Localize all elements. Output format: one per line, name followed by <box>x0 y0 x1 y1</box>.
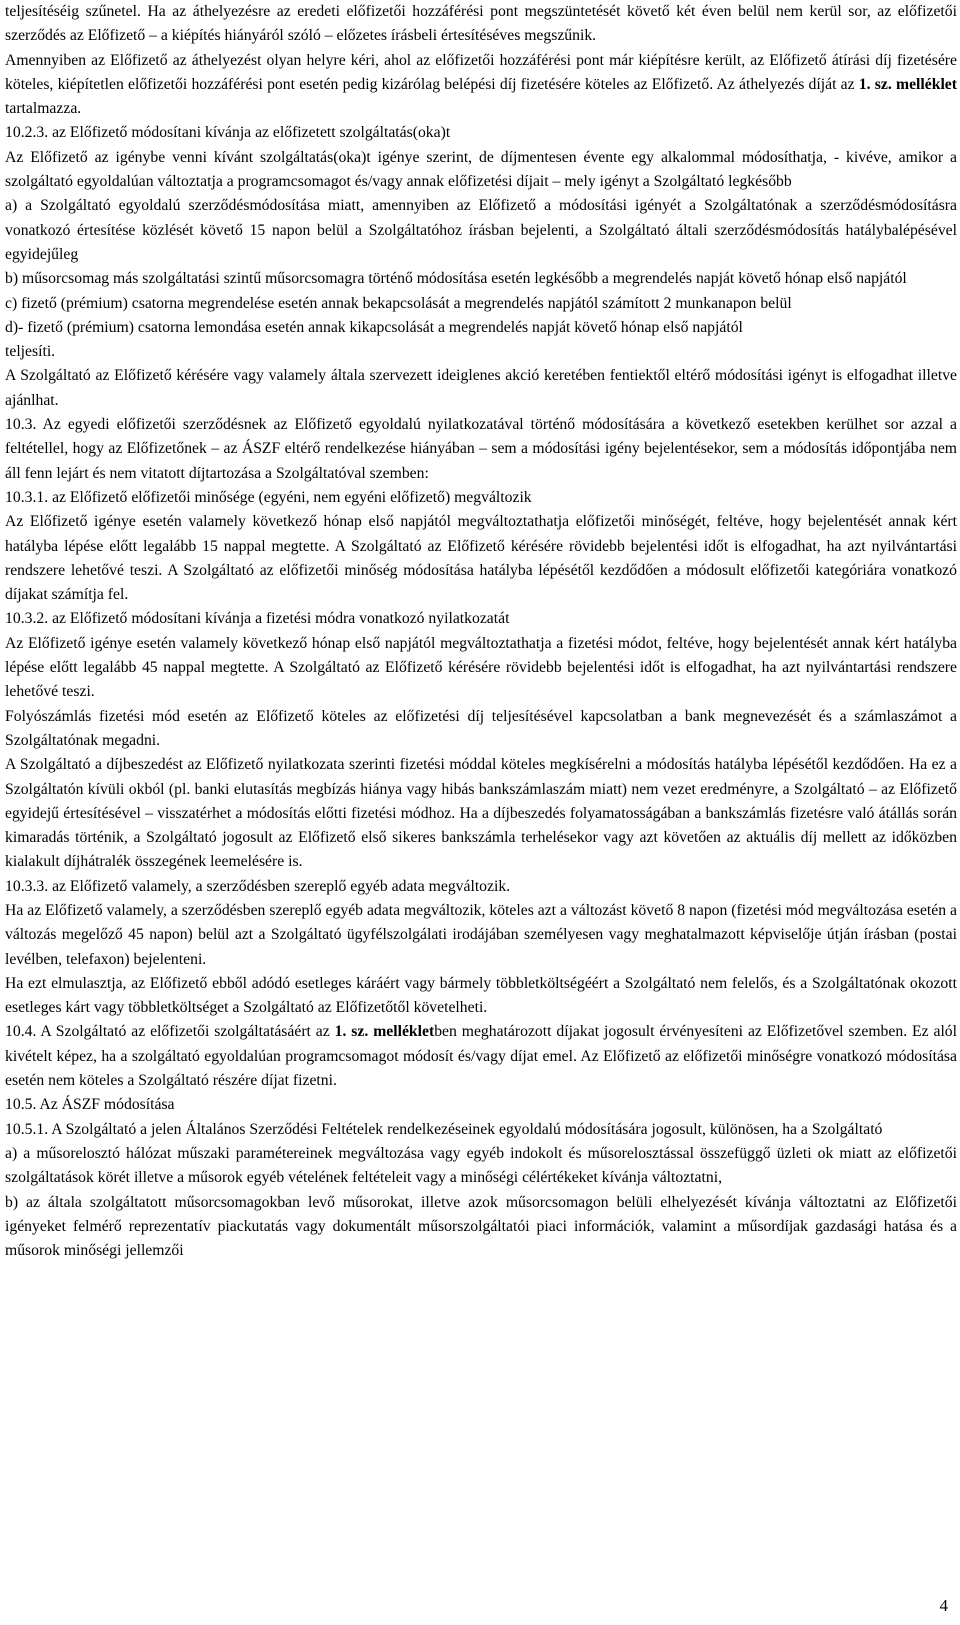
paragraph <box>5 49 957 122</box>
annex-reference: 1. sz. melléklet <box>334 1023 435 1041</box>
paragraph: A Szolgáltató az Előfizető kérésére vagy valamely általa szervezett ideiglenes akció keretében fentiektől eltérő módosítási igényt is elfogadhat illetve ajánlhat. <box>5 367 957 409</box>
paragraph-text: 10.4. A Szolgáltató az előfizetői szolgáltatásáért az <box>5 1023 335 1041</box>
paragraph: A Szolgáltató a díjbeszedést az Előfizető nyilatkozata szerinti fizetési móddal köteles megkísérelni a módosítás hatályba lépésétől kezdődően. Ha ez a Szolgáltatón kívüli okból (pl. banki elutasítás megbízás hiánya vagy hibás bankszámlaszám miatt) nem vezet eredményre, a Szolgáltató – az Előfizető egyidejű értesítésével – visszatérhet a módosítás előtti fizetési módhoz. Ha a díjbeszedés folyamatosságában a bankszámlás fizetésre való átállás során kimaradás történik, a Szolgáltató jogosult az Előfizető első sikeres bankszámla terhelésekor vagy azt követően az aktuális díj mellett az időközben kialakult díjhátralék összegének leemelésére is. <box>5 756 957 871</box>
section-heading: 10.2.3. az Előfizető módosítani kívánja az előfizetett szolgáltatás(oka)t <box>5 124 451 142</box>
paragraph: Ha az Előfizető valamely, a szerződésben szereplő egyéb adata megváltozik, köteles azt a változást követő 8 napon (fizetési mód megváltozása esetén a változás megelőző 45 napon) belül azt a Szolgáltató ügyfélszolgálati irodájában személyesen vagy meghatalmazott képviselője útján írásban (postai levélben, telefaxon) bejelenteni. <box>5 901 957 968</box>
document-page <box>5 0 957 1263</box>
section-paragraph: 10.5.1. A Szolgáltató a jelen Általános Szerződési Feltételek rendelkezéseinek egyoldalú módosítására jogosult, különösen, ha a Szolgáltató <box>5 1120 883 1138</box>
paragraph: Az Előfizető igénye esetén valamely következő hónap első napjától megváltoztathatja a fizetési módot, feltéve, hogy bejelentését annak kért hatályba lépése előtt legalább 45 nappal megtette. A Szolgáltató az Előfizető kérésére rövidebb bejelentési időt is elfogadhat, ha azt nyilvántartási rendszere lehetővé teszi. <box>5 634 957 701</box>
section-heading: 10.3.2. az Előfizető módosítani kívánja a fizetési módra vonatkozó nyilatkozatát <box>5 610 510 628</box>
list-item: b) az általa szolgáltatott műsorcsomagokban levő műsorokat, illetve azok műsorcsomagon belüli elhelyezését kívánja változtatni az Előfizetői igényeket felmérő reprezentatív piackutatás vagy dokumentált műsorszolgáltatói piaci információk, valamint a műsordíjak gazdasági hatása és a műsorok minőségi jellemzői <box>5 1193 957 1260</box>
section-paragraph: 10.3. Az egyedi előfizetői szerződésnek az Előfizető egyoldalú nyilatkozatával történő módosítására a következő esetekben kerülhet sor azzal a feltétellel, hogy az Előfizetőnek – az ÁSZF eltérő rendelkezése hiányában – sem a módosítási igény bejelentésekor, sem a módosítás időpontjába nem áll fenn lejárt és nem vitatott díjtartozása a Szolgáltatóval szemben: <box>5 416 957 482</box>
section-heading: 10.3.1. az Előfizető előfizetői minősége (egyéni, nem egyéni előfizető) megváltozik <box>5 488 532 506</box>
section-heading: 10.5. Az ÁSZF módosítása <box>5 1096 175 1114</box>
list-item: b) műsorcsomag más szolgáltatási szintű műsorcsomagra történő módosítása esetén legkésőbb a megrendelés napját követő hónap első napjától <box>5 270 907 288</box>
paragraph: Az Előfizető igénye esetén valamely következő hónap első napjától megváltoztathatja előfizetői minőségét, feltéve, hogy bejelentését annak kért hatályba lépése előtt legalább 15 nappal megtette. A Szolgáltató az Előfizető kérésére rövidebb bejelentési időt is elfogadhat, ha azt nyilvántartási rendszere lehetővé teszi. A Szolgáltató az előfizetői minőség módosítása hatályba lépésétől kezdődően a módosult előfizetői kategóriára vonatkozó díjakat számítja fel. <box>5 513 957 604</box>
paragraph: Folyószámlás fizetési mód esetén az Előfizető köteles az előfizetési díj teljesítésével kapcsolatban a bank megnevezését és a számlaszámot a Szolgáltatónak megadni. <box>5 707 957 749</box>
paragraph-text: ben meghatározott díjakat jogosult érvényesíteni az Előfizetővel szemben. Ez alól kivételt képez, ha a szolgáltató egyoldalúan programcsomagot módosít és/vagy díjat emel. Az Előfizető az előfizetői minőségre vonatkozó módosítása esetén nem köteles a Szolgáltató részére díjat fizetni. <box>5 1023 958 1090</box>
paragraph: teljesítéséig szűnetel. Ha az áthelyezésre az eredeti előfizetői hozzáférési pont megszüntetését követő két éven belül nem kerül sor, az előfizetői szerződés az Előfizető – a kiépítés hiányáról szóló – előzetes írásbeli értesítéséves megszűnik. <box>5 3 957 45</box>
list-item: a) a műsorelosztó hálózat műszaki paramétereinek megváltozása vagy egyéb indokolt és műsorelosztással összefüggő üzleti ok miatt az előfizetői szolgáltatások körét illetve a műsorok egyéb vételének feltételeit vagy a minőségi célértékeket kívánja változtatni, <box>5 1144 957 1187</box>
section-heading: 10.3.3. az Előfizető valamely, a szerződésben szereplő egyéb adata megváltozik. <box>5 877 511 895</box>
paragraph-text: tartalmazza. <box>5 100 82 118</box>
list-item: d)- fizető (prémium) csatorna lemondása esetén annak kikapcsolását a megrendelés napját követő hónap első napjától <box>5 318 743 336</box>
paragraph: Az Előfizető az igénybe venni kívánt szolgáltatás(oka)t igénye szerint, de díjmentesen évente egy alkalommal módosíthatja, - kivéve, amikor a szolgáltató egyoldalúan változtatja a programcsomagot és/vagy annak előfizetési díjait – mely igényt a Szolgáltató legkésőbb <box>5 148 957 191</box>
page-number: 4 <box>939 1596 948 1615</box>
paragraph: Ha ezt elmulasztja, az Előfizető ebből adódó esetleges káráért vagy bármely többletköltségéért a Szolgáltató nem felelős, és a Szolgáltatónak okozott esetleges kárt vagy többletköltséget a Szolgáltató az Előfizetőtől követelheti. <box>5 974 957 1017</box>
paragraph: teljesíti. <box>5 343 56 361</box>
list-item: c) fizető (prémium) csatorna megrendelése esetén annak bekapcsolását a megrendelés napjától számított 2 munkanapon belül <box>5 294 792 312</box>
section-paragraph <box>5 1020 957 1093</box>
list-item: a) a Szolgáltató egyoldalú szerződésmódosítása miatt, amennyiben az Előfizető a módosítási igényét a Szolgáltatónak a szerződésmódosításra vonatkozó értesítése közlését követő 15 napon belül a Szolgáltatóhoz írásban bejelenti, a Szolgáltató általi szerződésmódosítás hatálybalépésével egyidejűleg <box>5 197 957 263</box>
annex-reference: 1. sz. melléklet <box>858 75 957 93</box>
paragraph-text: Amennyiben az Előfizető az áthelyezést olyan helyre kéri, ahol az előfizetői hozzáférési pont már kiépítésre került, az Előfizető átírási díj fizetésére köteles, kiépítetlen előfizetői hozzáférési pont esetén pedig kizárólag belépési díj fizetésére köteles az Előfizető. Az áthelyezés díját az <box>5 51 957 93</box>
